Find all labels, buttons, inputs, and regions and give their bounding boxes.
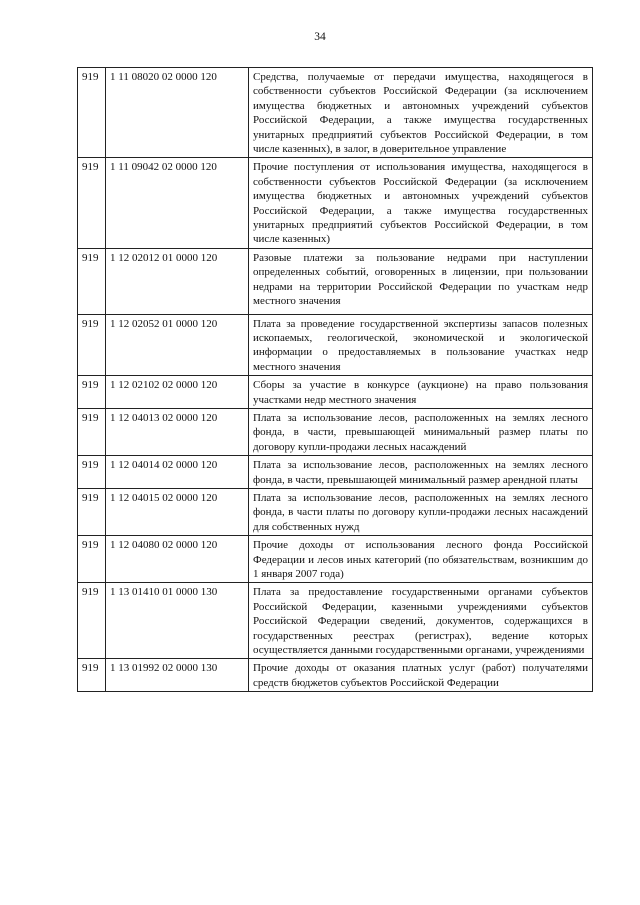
table-row bbox=[78, 583, 593, 659]
table-row bbox=[78, 456, 593, 489]
admin-code-cell: 919 bbox=[78, 488, 106, 535]
revenue-code-cell: 1 12 02102 02 0000 120 bbox=[106, 376, 249, 409]
admin-code-cell: 919 bbox=[78, 376, 106, 409]
admin-code-cell: 919 bbox=[78, 314, 106, 376]
admin-code-cell: 919 bbox=[78, 456, 106, 489]
revenue-code-cell: 1 13 01410 01 0000 130 bbox=[106, 583, 249, 659]
table-row bbox=[78, 659, 593, 692]
table-row bbox=[78, 488, 593, 535]
description-cell: Сборы за участие в конкурсе (аукционе) на право пользования участками недр местного значения bbox=[249, 376, 593, 409]
table-row bbox=[78, 314, 593, 376]
description-cell: Плата за предоставление государственными органами субъектов Российской Федерации, казенными учреждениями субъектов Российской Федерации сведений, документов, содержащихся в государственных реестрах (регистрах), ведение которых осуществляется данными государственными органами, учреждениями bbox=[249, 583, 593, 659]
revenue-code-cell: 1 12 04014 02 0000 120 bbox=[106, 456, 249, 489]
table-row bbox=[78, 68, 593, 158]
admin-code-cell: 919 bbox=[78, 659, 106, 692]
description-cell: Прочие доходы от использования лесного фонда Российской Федерации и лесов иных категорий (по обязательствам, возникшим до 1 января 2007 года) bbox=[249, 536, 593, 583]
revenue-code-cell: 1 12 04013 02 0000 120 bbox=[106, 408, 249, 455]
revenue-codes-table bbox=[77, 67, 593, 692]
description-cell: Плата за использование лесов, расположенных на землях лесного фонда, в части, превышающей минимальный размер арендной платы bbox=[249, 456, 593, 489]
revenue-code-cell: 1 12 04080 02 0000 120 bbox=[106, 536, 249, 583]
admin-code-cell: 919 bbox=[78, 536, 106, 583]
admin-code-cell: 919 bbox=[78, 583, 106, 659]
admin-code-cell: 919 bbox=[78, 248, 106, 314]
description-cell: Прочие поступления от использования имущества, находящегося в собственности субъектов Российской Федерации (за исключением имущества бюджетных и автономных учреждений субъектов Российской Федерации, а также имущества государственных унитарных предприятий субъектов Российской Федерации, в том числе казенных) bbox=[249, 158, 593, 248]
revenue-code-cell: 1 12 04015 02 0000 120 bbox=[106, 488, 249, 535]
description-cell: Плата за использование лесов, расположенных на землях лесного фонда, в части, превышающей минимальный размер платы по договору купли-продажи лесных насаждений bbox=[249, 408, 593, 455]
revenue-code-cell: 1 13 01992 02 0000 130 bbox=[106, 659, 249, 692]
revenue-code-cell: 1 12 02012 01 0000 120 bbox=[106, 248, 249, 314]
revenue-code-cell: 1 11 08020 02 0000 120 bbox=[106, 68, 249, 158]
description-cell: Плата за использование лесов, расположенных на землях лесного фонда, в части платы по договору купли-продажи лесных насаждений для собственных нужд bbox=[249, 488, 593, 535]
admin-code-cell: 919 bbox=[78, 408, 106, 455]
admin-code-cell: 919 bbox=[78, 158, 106, 248]
description-cell: Прочие доходы от оказания платных услуг (работ) получателями средств бюджетов субъектов Российской Федерации bbox=[249, 659, 593, 692]
revenue-code-cell: 1 11 09042 02 0000 120 bbox=[106, 158, 249, 248]
revenue-code-cell: 1 12 02052 01 0000 120 bbox=[106, 314, 249, 376]
description-cell: Плата за проведение государственной экспертизы запасов полезных ископаемых, геологической, экономической и экологической информации о предоставляемых в пользование участках недр местного значения bbox=[249, 314, 593, 376]
description-cell: Средства, получаемые от передачи имущества, находящегося в собственности субъектов Российской Федерации (за исключением имущества бюджетных и автономных учреждений субъектов Российской Федерации, а также имущества государственных унитарных предприятий субъектов Российской Федерации, в том числе казенных), в залог, в доверительное управление bbox=[249, 68, 593, 158]
page-number: 34 bbox=[314, 31, 326, 43]
admin-code-cell: 919 bbox=[78, 68, 106, 158]
table-row bbox=[78, 376, 593, 409]
table-row bbox=[78, 248, 593, 314]
table-row bbox=[78, 158, 593, 248]
table-row bbox=[78, 536, 593, 583]
table-row bbox=[78, 408, 593, 455]
description-cell: Разовые платежи за пользование недрами при наступлении определенных событий, оговоренных в лицензии, при пользовании недрами на территории Российской Федерации по участкам недр местного значения bbox=[249, 248, 593, 314]
